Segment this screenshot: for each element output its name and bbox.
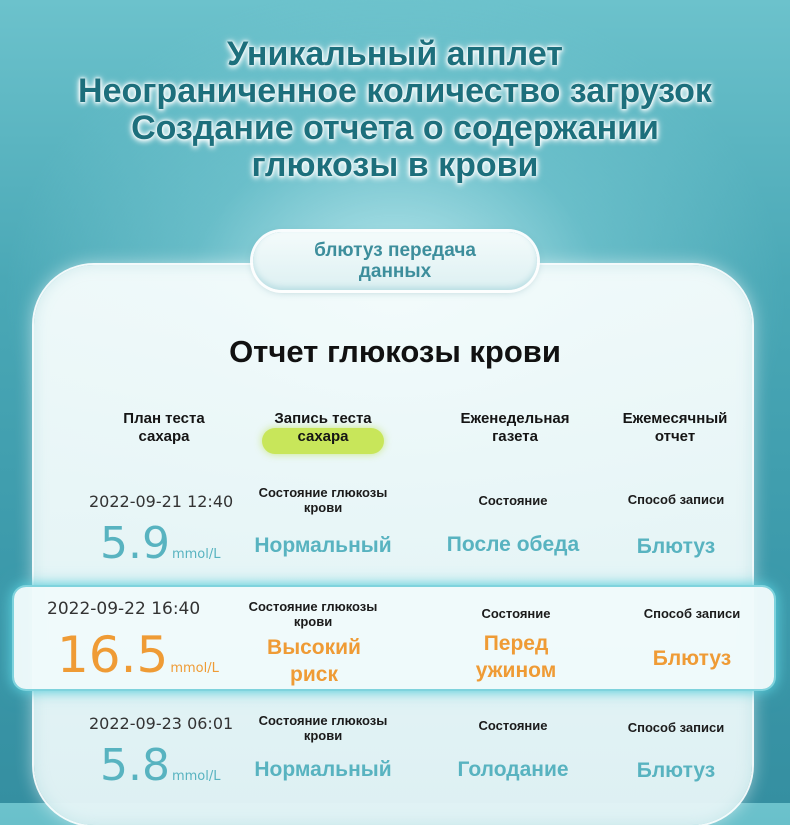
glucose-value: 16.5 mmol/L — [57, 626, 219, 684]
record-datetime: 2022-09-21 12:40 — [89, 492, 234, 511]
bluetooth-transfer-badge — [253, 232, 537, 290]
glucose-status-value: Высокий риск — [267, 636, 361, 686]
glucose-status-value: Нормальный — [254, 534, 392, 557]
glucose-status-label: Состояние глюкозы крови — [258, 485, 388, 515]
glucose-status-value: Нормальный — [254, 758, 392, 781]
tab-weekly-report[interactable]: Еженедельная газета — [460, 410, 570, 445]
glucose-value: 5.8 mmol/L — [100, 740, 221, 791]
state-value: Перед ужином — [475, 632, 557, 682]
glucose-status-label: Состояние глюкозы крови — [258, 713, 388, 743]
headline-line-3: Создание отчета о содержании — [131, 109, 659, 147]
record-datetime: 2022-09-23 06:01 — [89, 714, 234, 733]
headline-line-4: глюкозы в крови — [251, 146, 539, 184]
tab-sugar-test-record[interactable]: Запись теста сахара — [274, 410, 372, 445]
glucose-value: 5.9 mmol/L — [100, 518, 221, 569]
state-label: Состояние — [478, 493, 548, 508]
record-datetime: 2022-09-22 16:40 — [47, 599, 201, 619]
record-method-value: Блютуз — [652, 647, 732, 670]
tab-sugar-test-plan[interactable]: План теста сахара — [123, 410, 205, 445]
record-method-label: Способ записи — [627, 492, 725, 507]
record-method-value: Блютуз — [636, 535, 716, 558]
report-title: Отчет глюкозы крови — [229, 334, 561, 369]
record-method-value: Блютуз — [636, 759, 716, 782]
tab-monthly-report[interactable]: Ежемесячный отчет — [622, 410, 728, 445]
glucose-status-label: Состояние глюкозы крови — [248, 599, 378, 629]
bluetooth-transfer-label: блютуз передача данных — [314, 240, 476, 282]
state-value: Голодание — [457, 758, 569, 781]
state-value: После обеда — [446, 533, 580, 556]
headline-line-1: Уникальный апплет — [227, 35, 563, 73]
state-label: Состояние — [478, 718, 548, 733]
record-method-label: Способ записи — [643, 606, 741, 621]
promo-headline — [0, 36, 790, 184]
record-method-label: Способ записи — [627, 720, 725, 735]
headline-line-2: Неограниченное количество загрузок — [78, 72, 712, 110]
state-label: Состояние — [481, 606, 551, 621]
